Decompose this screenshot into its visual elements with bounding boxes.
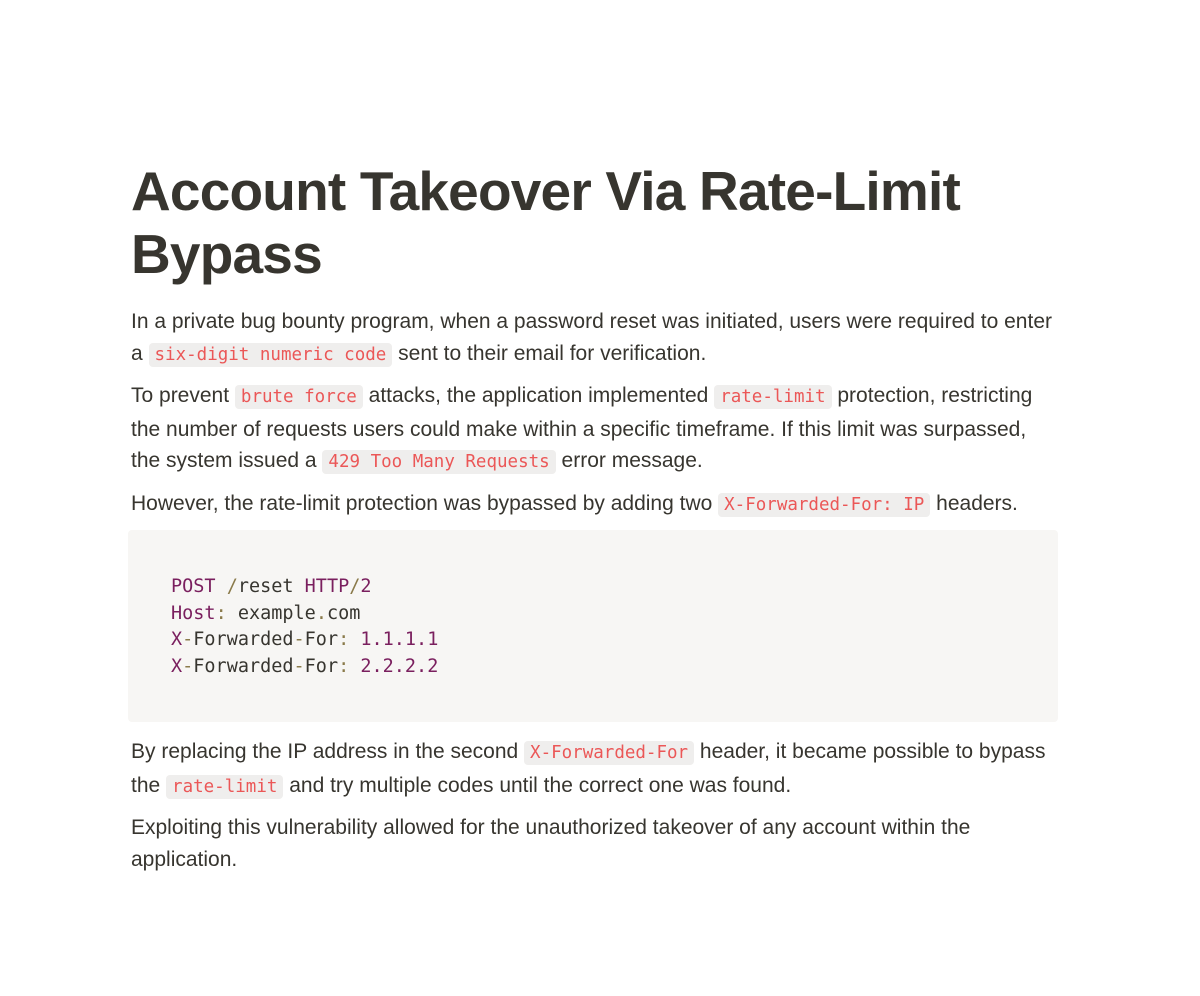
- code-token: /: [349, 576, 361, 597]
- paragraph-rate-limit: [131, 380, 1061, 479]
- code-token: Forwarded: [193, 655, 294, 677]
- code-line: [171, 627, 1058, 654]
- paragraph-text: In a private bug bounty program, when a password reset was initiated, users were required to enter a: [131, 310, 1052, 365]
- paragraph-bypass: [131, 488, 1061, 522]
- code-token: Forwarded: [193, 629, 294, 651]
- inline-code-x-forwarded-for: X-Forwarded-For: [524, 741, 694, 765]
- code-line: [171, 601, 1058, 628]
- code-token: For: [304, 655, 339, 677]
- code-token: /: [215, 576, 238, 597]
- code-token: :: [338, 655, 350, 677]
- paragraph-text: header, it became possible to bypass the: [131, 740, 1046, 797]
- code-token: example: [226, 602, 316, 624]
- paragraph-text: By replacing the IP address in the second: [131, 740, 525, 763]
- inline-code-six-digit: six-digit numeric code: [149, 343, 393, 367]
- code-token: Host: [171, 602, 216, 624]
- code-line: [171, 574, 1058, 601]
- code-token: 2.2.2.2: [349, 655, 439, 677]
- code-token: -: [182, 655, 194, 677]
- paragraph-text: headers.: [930, 491, 1018, 515]
- inline-code-429: 429 Too Many Requests: [322, 450, 555, 474]
- paragraph-replacing-ip: [131, 736, 1061, 803]
- code-token: :: [215, 602, 227, 624]
- paragraph-conclusion: [131, 812, 1061, 875]
- code-token: 1.1.1.1: [349, 629, 439, 651]
- paragraph-text: error message.: [555, 449, 703, 472]
- paragraph-text: attacks, the application implemented: [362, 384, 715, 407]
- paragraph-text: Exploiting this vulnerability allowed for the unauthorized takeover of any account within the application.: [131, 816, 971, 871]
- code-token: -: [293, 629, 305, 651]
- code-block[interactable]: [128, 530, 1058, 722]
- paragraph-text: However, the rate-limit protection was bypassed by adding two: [131, 491, 719, 515]
- code-token: HTTP: [304, 576, 350, 597]
- paragraph-text: protection, restricting the number of requests users could make within a specific timeframe. If this limit was surpassed, the system issued a: [131, 384, 1033, 472]
- paragraph-text: To prevent: [131, 384, 235, 407]
- code-token: com: [326, 602, 361, 624]
- inline-code-x-forwarded-for-ip: X-Forwarded-For: IP: [718, 493, 930, 517]
- code-token: reset: [237, 576, 305, 597]
- code-token: X: [171, 629, 183, 651]
- code-token: POST: [171, 576, 216, 597]
- code-token: -: [182, 629, 194, 651]
- inline-code-rate-limit: rate-limit: [714, 385, 831, 409]
- paragraph-text: sent to their email for verification.: [392, 341, 707, 365]
- inline-code-rate-limit: rate-limit: [166, 775, 283, 799]
- paragraph-text: and try multiple codes until the correct one was found.: [283, 773, 792, 797]
- code-token: 2: [360, 576, 372, 597]
- code-line: [171, 654, 1058, 681]
- page-title: Account Takeover Via Rate-Limit Bypass: [131, 160, 960, 285]
- code-token: -: [293, 655, 305, 677]
- code-token: .: [315, 602, 327, 624]
- document-page: [131, 160, 1061, 884]
- code-token: X: [171, 655, 183, 677]
- inline-code-brute-force: brute force: [235, 385, 363, 409]
- paragraph-intro: [131, 306, 1061, 371]
- code-token: :: [338, 629, 350, 651]
- code-token: For: [304, 629, 339, 651]
